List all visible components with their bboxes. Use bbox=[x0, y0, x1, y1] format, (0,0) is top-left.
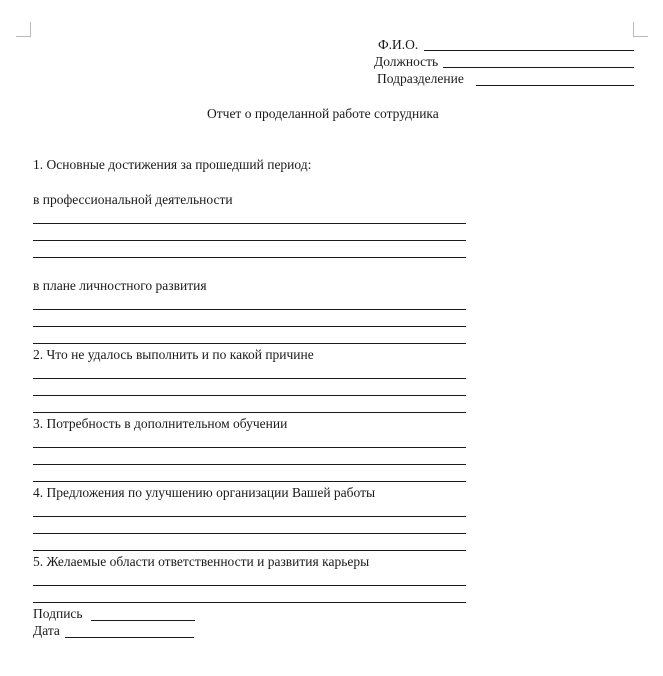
date-field[interactable] bbox=[65, 637, 194, 638]
section-3-heading: 3. Потребность в дополнительном обучении bbox=[33, 416, 288, 431]
section-2-line[interactable] bbox=[33, 395, 466, 396]
fio-field[interactable] bbox=[424, 50, 634, 51]
section-2-line[interactable] bbox=[33, 378, 466, 379]
section-1-professional-line[interactable] bbox=[33, 240, 466, 241]
section-4-line[interactable] bbox=[33, 533, 466, 534]
position-field[interactable] bbox=[443, 67, 634, 68]
fio-label: Ф.И.О. bbox=[378, 37, 419, 52]
section-5-line[interactable] bbox=[33, 602, 466, 603]
section-5-line[interactable] bbox=[33, 585, 466, 586]
section-1-professional-line[interactable] bbox=[33, 223, 466, 224]
section-1-professional-label: в профессиональной деятельности bbox=[33, 192, 233, 207]
position-label: Должность bbox=[374, 54, 439, 69]
page-corner-mark-top-right bbox=[633, 22, 648, 37]
section-4-heading: 4. Предложения по улучшению организации Вашей работы bbox=[33, 485, 376, 500]
signature-label: Подпись bbox=[33, 606, 83, 621]
section-4-line[interactable] bbox=[33, 550, 466, 551]
section-4-line[interactable] bbox=[33, 516, 466, 517]
section-2-heading: 2. Что не удалось выполнить и по какой причине bbox=[33, 347, 314, 362]
section-1-personal-line[interactable] bbox=[33, 343, 466, 344]
section-2-line[interactable] bbox=[33, 412, 466, 413]
department-label: Подразделение bbox=[377, 71, 464, 86]
section-1-personal-line[interactable] bbox=[33, 309, 466, 310]
department-field[interactable] bbox=[476, 85, 634, 86]
page-corner-mark-top-left bbox=[16, 22, 31, 37]
section-1-personal-label: в плане личностного развития bbox=[33, 278, 207, 293]
section-3-line[interactable] bbox=[33, 464, 466, 465]
section-1-heading: 1. Основные достижения за прошедший период: bbox=[33, 157, 312, 172]
date-label: Дата bbox=[33, 623, 60, 638]
signature-field[interactable] bbox=[91, 620, 195, 621]
document-title: Отчет о проделанной работе сотрудника bbox=[207, 106, 439, 121]
section-3-line[interactable] bbox=[33, 481, 466, 482]
section-1-professional-line[interactable] bbox=[33, 257, 466, 258]
section-1-personal-line[interactable] bbox=[33, 326, 466, 327]
section-5-heading: 5. Желаемые области ответственности и развития карьеры bbox=[33, 554, 370, 569]
section-3-line[interactable] bbox=[33, 447, 466, 448]
